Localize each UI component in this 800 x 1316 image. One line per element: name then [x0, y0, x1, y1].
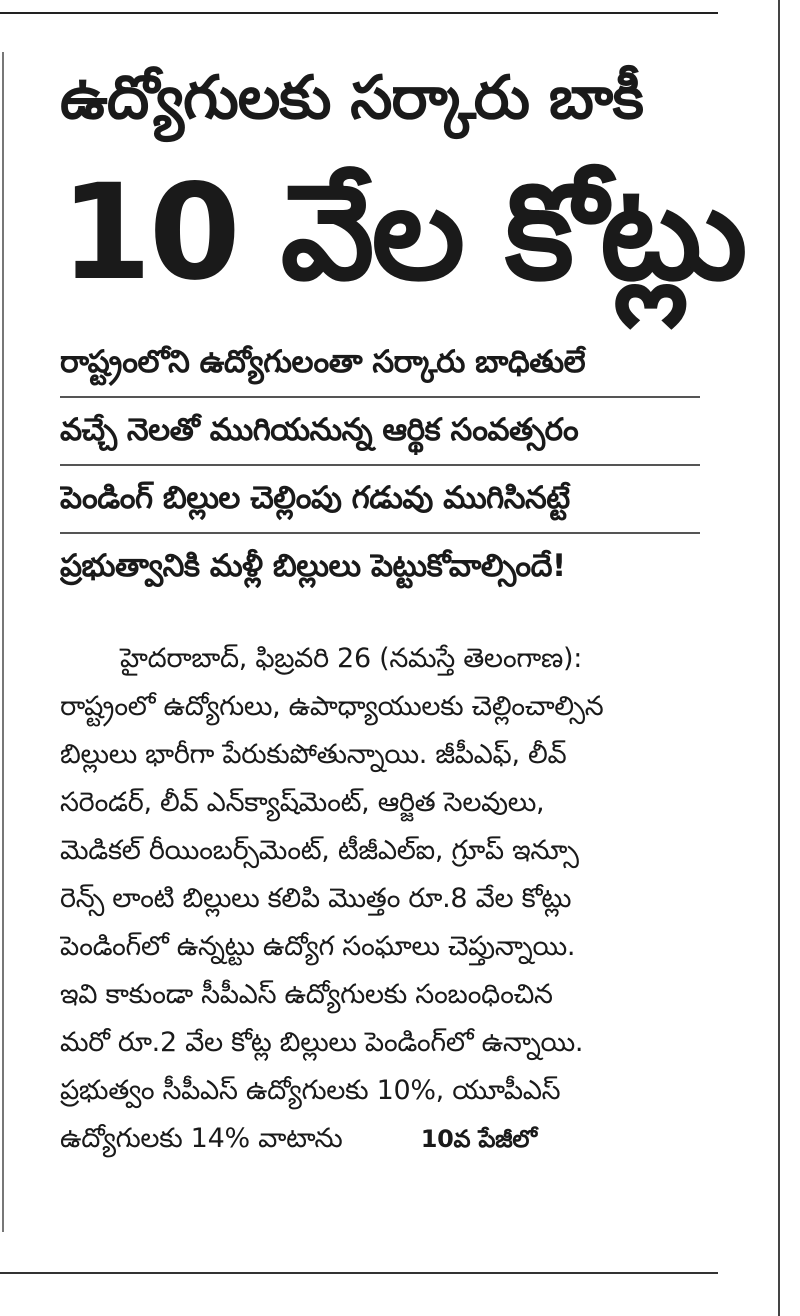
article-body [60, 635, 720, 1163]
body-line: రెన్స్ లాంటి బిల్లులు కలిపి మొత్తం రూ.8 వేల కోట్లు [60, 883, 572, 914]
body-line: రాష్ట్రంలో ఉద్యోగులు, ఉపాధ్యాయులకు చెల్లించాల్సిన [60, 691, 604, 722]
dateline: హైదరాబాద్, ఫిబ్రవరి 26 (నమస్తే తెలంగాణ): [120, 643, 583, 674]
subheading: రాష్ట్రంలోని ఉద్యోగులంతా సర్కారు బాధితులే [60, 330, 700, 398]
subheading: పెండింగ్ బిల్లుల చెల్లింపు గడువు ముగిసినట్టే [60, 466, 700, 534]
top-rule [0, 12, 718, 14]
column-divider-right [778, 0, 780, 1316]
subheading: వచ్చే నెలతో ముగియనున్న ఆర్థిక సంవత్సరం [60, 398, 700, 466]
headline-line-1: ఉద్యోగులకు సర్కారు బాకీ [60, 63, 643, 133]
body-line: పెండింగ్‌లో ఉన్నట్టు ఉద్యోగ సంఘాలు చెప్తున్నాయి. [60, 931, 576, 962]
subheading: ప్రభుత్వానికి మళ్లీ బిల్లులు పెట్టుకోవాల్సిందే! [60, 548, 566, 584]
body-line: మరో రూ.2 వేల కోట్ల బిల్లులు పెండింగ్‌లో ఉన్నాయి. [60, 1027, 584, 1058]
headline-line-2: 10 వేల కోట్లు [60, 156, 745, 310]
body-line: ఉద్యోగులకు 14% వాటాను [60, 1123, 343, 1154]
body-line: సరెండర్, లీవ్ ఎన్‌క్యాష్‌మెంట్, ఆర్జిత సెలవులు, [60, 787, 545, 818]
body-line: ప్రభుత్వం సీపీఎస్ ఉద్యోగులకు 10%, యూపీఎస్ [60, 1075, 561, 1106]
body-line: ఇవి కాకుండా సీపీఎస్ ఉద్యోగులకు సంబంధించిన [60, 979, 553, 1010]
column-divider-left [2, 52, 4, 1232]
body-line: మెడికల్ రీయింబర్స్‌మెంట్, టీజీఎల్ఐ, గ్రూప్ ఇన్సూ [60, 835, 579, 866]
body-last-line [60, 1115, 720, 1163]
bottom-rule [0, 1272, 718, 1274]
subheadings [60, 330, 700, 602]
body-line: బిల్లులు భారీగా పేరుకుపోతున్నాయి. జీపీఎఫ్, లీవ్ [60, 739, 567, 770]
continuation-note: 10వ పేజీలో [420, 1125, 537, 1153]
